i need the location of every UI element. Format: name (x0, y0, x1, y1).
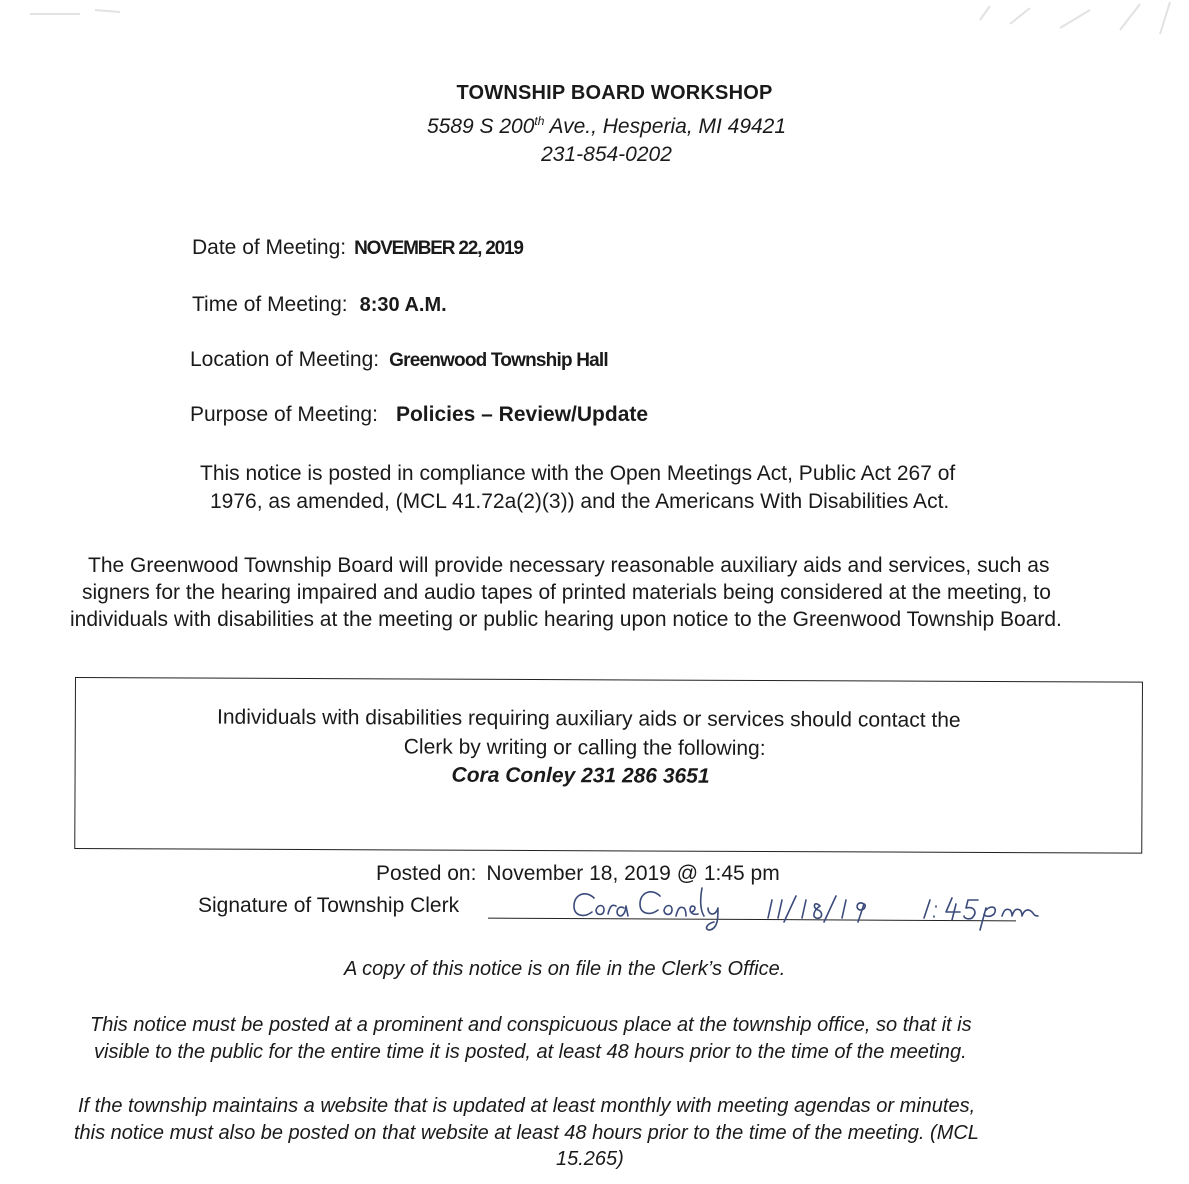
contact-box-line-2: Clerk by writing or calling the following: (403, 735, 766, 761)
copy-on-file-note: A copy of this notice is on file in the Clerk’s Office. (344, 958, 786, 980)
meeting-location-row (190, 348, 608, 372)
posted-on-label: Posted on: (376, 862, 477, 885)
meeting-purpose-row (190, 403, 648, 427)
scan-artifact-marks (0, 0, 1189, 40)
contact-box-line-1: Individuals with disabilities requiring auxiliary aids or services should contact the (217, 705, 961, 732)
posted-on-row (376, 862, 780, 886)
address-ordinal: th (534, 114, 545, 128)
posting-requirement-line-1: This notice must be posted at a prominent and conspicuous place at the township office, so that it is (90, 1014, 972, 1036)
signature-label: Signature of Township Clerk (198, 894, 460, 917)
address-street: 5589 S 200 (426, 115, 535, 138)
website-requirement-line-1: If the township maintains a website that is updated at least monthly with meeting agendas or minutes, (78, 1095, 976, 1117)
accessibility-line-1: The Greenwood Township Board will provide necessary reasonable auxiliary aids and services, such as (88, 554, 1050, 577)
posted-on-value: November 18, 2019 @ 1:45 pm (486, 862, 780, 885)
notice-title: TOWNSHIP BOARD WORKSHOP (456, 82, 773, 104)
website-requirement-line-3: 15.265) (556, 1148, 624, 1170)
meeting-location-label: Location of Meeting: (190, 348, 380, 371)
clerk-contact: Cora Conley 231 286 3651 (451, 763, 710, 788)
meeting-date-row (192, 236, 523, 260)
phone-line: 231-854-0202 (541, 143, 672, 166)
meeting-time-row (192, 293, 447, 317)
meeting-date-label: Date of Meeting: (192, 236, 347, 259)
accessibility-line-3: individuals with disabilities at the meeting or public hearing upon notice to the Greenwood Township Board. (70, 608, 1062, 631)
accessibility-line-2: signers for the hearing impaired and audio tapes of printed materials being considered at the meeting, to (82, 581, 1051, 604)
handwritten-signature (568, 884, 1068, 936)
address-line (12, 115, 1189, 139)
compliance-line-2: 1976, as amended, (MCL 41.72a(2)(3)) and the Americans With Disabilities Act. (210, 490, 950, 513)
posting-requirement-line-2: visible to the public for the entire time it is posted, at least 48 hours prior to the time of the meeting. (94, 1041, 967, 1063)
meeting-time-label: Time of Meeting: (192, 293, 348, 316)
website-requirement-line-2: this notice must also be posted on that website at least 48 hours prior to the time of the meeting. (MCL (74, 1122, 979, 1144)
address-city: Ave., Hesperia, MI 49421 (544, 115, 787, 138)
compliance-line-1: This notice is posted in compliance with the Open Meetings Act, Public Act 267 of (200, 462, 956, 485)
meeting-purpose-value: Policies – Review/Update (395, 403, 649, 426)
meeting-purpose-label: Purpose of Meeting: (190, 403, 378, 426)
meeting-date-value: NOVEMBER 22, 2019 (354, 238, 523, 259)
meeting-time-value: 8:30 A.M. (359, 294, 447, 316)
contact-box (74, 677, 1143, 854)
meeting-location-value: Greenwood Township Hall (389, 350, 608, 371)
